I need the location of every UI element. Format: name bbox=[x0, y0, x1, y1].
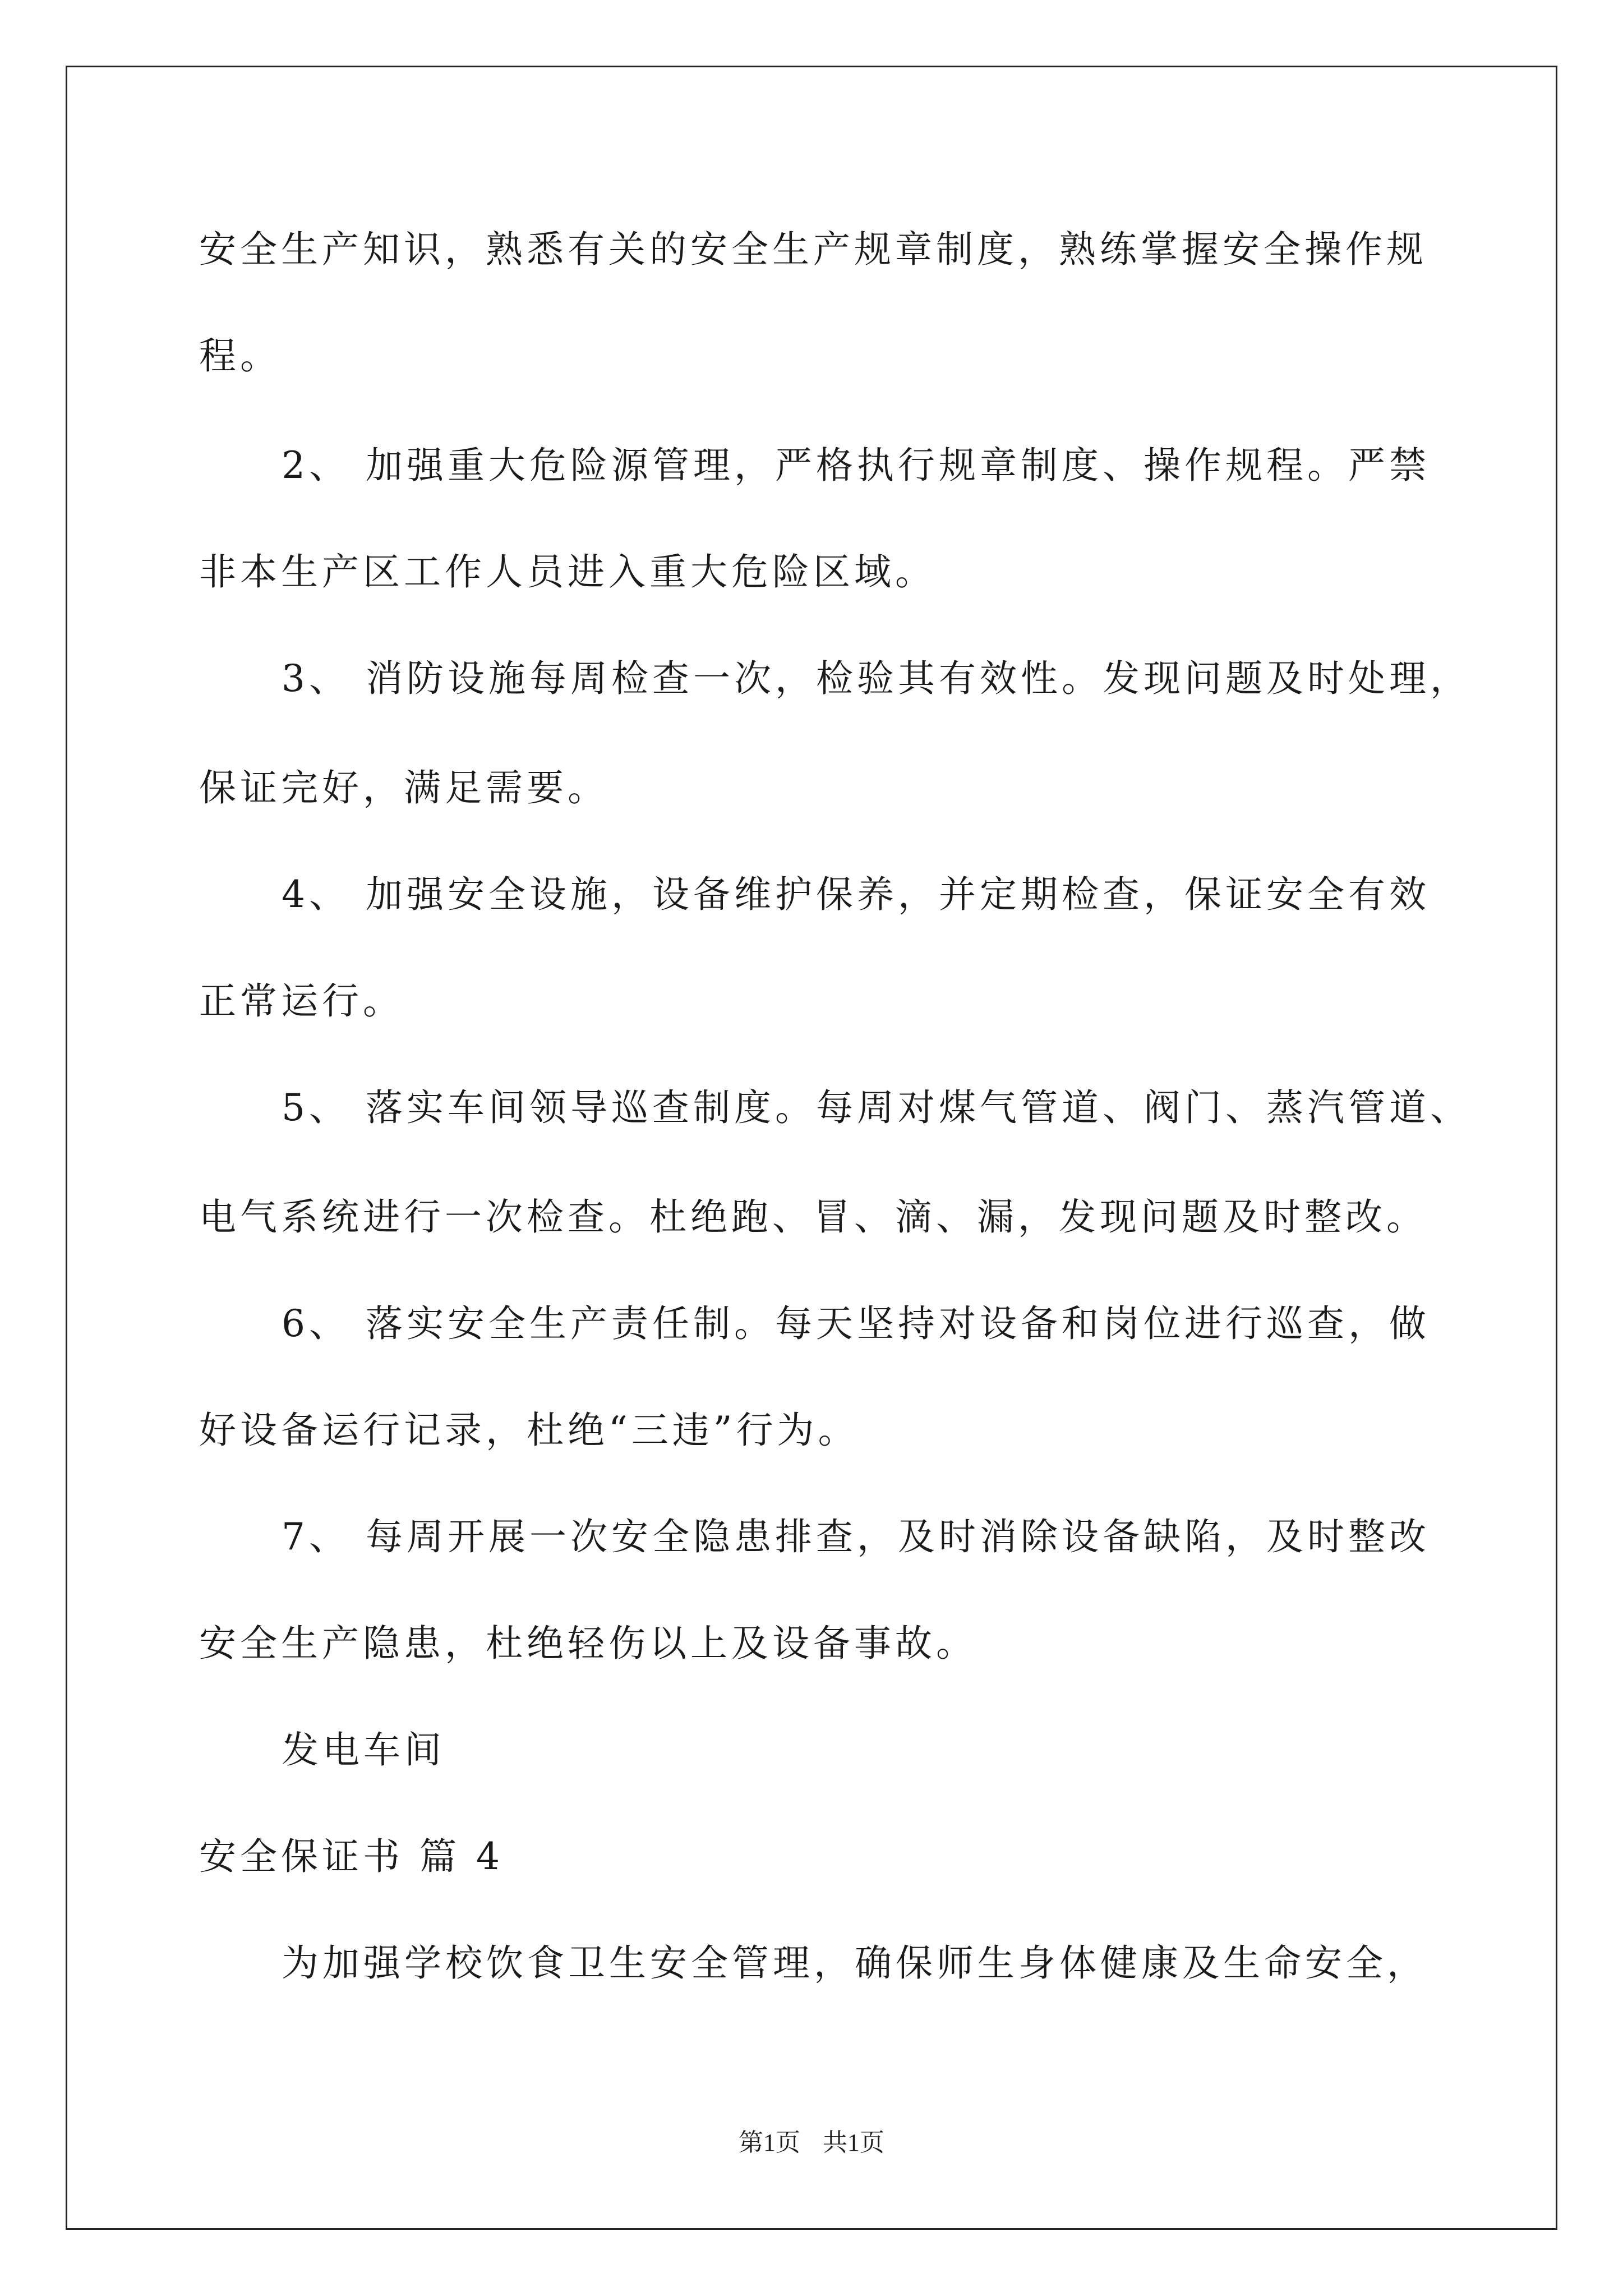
item-7-line-1: 7、 每周开展一次安全隐患排查，及时消除设备缺陷，及时整改 bbox=[282, 1515, 1430, 1558]
item-3-line-2: 保证完好，满足需要。 bbox=[199, 766, 608, 809]
item-2-line-2: 非本生产区工作人员进入重大危险区域。 bbox=[199, 550, 936, 593]
item-2-line-1: 2、 加强重大危险源管理，严格执行规章制度、操作规程。严禁 bbox=[282, 444, 1430, 487]
section-intro-line: 为加强学校饮食卫生安全管理，确保师生身体健康及生命安全， bbox=[282, 1941, 1428, 1985]
body-line-2: 程。 bbox=[199, 334, 281, 378]
page-number-total: 共1页 bbox=[823, 2129, 884, 2156]
item-5-line-1: 5、 落实车间领导巡查制度。每周对煤气管道、阀门、蒸汽管道、 bbox=[282, 1086, 1471, 1129]
item-5-line-2: 电气系统进行一次检查。杜绝跑、冒、滴、漏，发现问题及时整改。 bbox=[199, 1195, 1427, 1239]
signature-department: 发电车间 bbox=[282, 1728, 445, 1772]
section-heading: 安全保证书 篇 4 bbox=[199, 1835, 504, 1878]
item-6-line-2: 好设备运行记录，杜绝“三违”行为。 bbox=[199, 1409, 859, 1452]
item-6-line-1: 6、 落实安全生产责任制。每天坚持对设备和岗位进行巡查，做 bbox=[282, 1302, 1430, 1345]
item-4-line-1: 4、 加强安全设施，设备维护保养，并定期检查，保证安全有效 bbox=[282, 873, 1430, 916]
body-line-1: 安全生产知识，熟悉有关的安全生产规章制度，熟练掌握安全操作规 bbox=[199, 228, 1427, 271]
item-4-line-2: 正常运行。 bbox=[199, 979, 404, 1023]
page-footer bbox=[0, 2126, 1623, 2160]
page-number-current: 第1页 bbox=[739, 2129, 800, 2156]
item-3-line-1: 3、 消防设施每周检查一次，检验其有效性。发现问题及时处理， bbox=[282, 657, 1471, 700]
item-7-line-2: 安全生产隐患，杜绝轻伤以上及设备事故。 bbox=[199, 1622, 977, 1665]
page-border bbox=[66, 66, 1557, 2230]
